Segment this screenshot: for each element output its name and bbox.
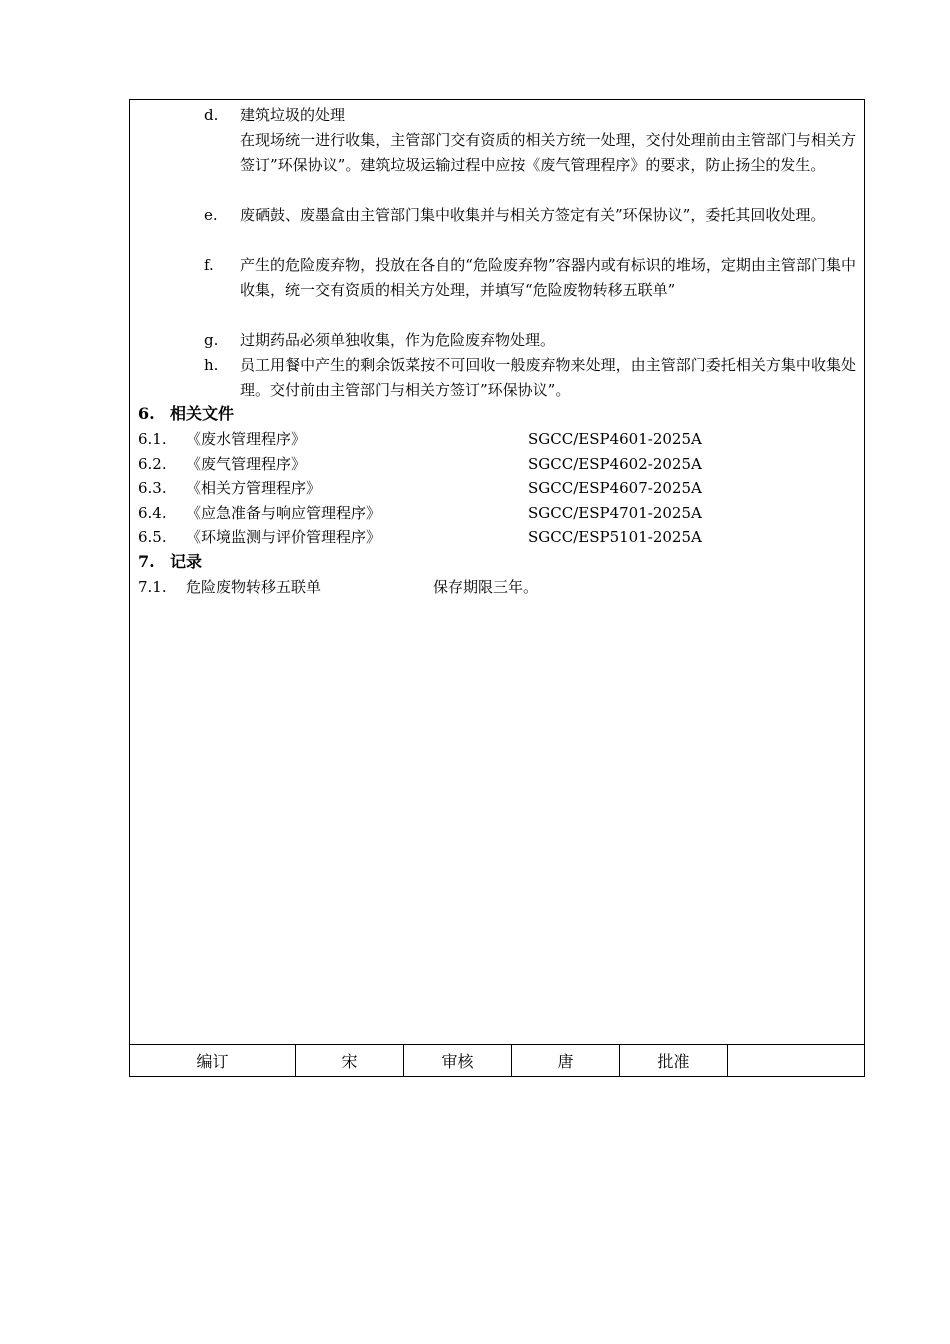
item-letter-d: d. bbox=[204, 106, 219, 124]
doc-code: SGCC/ESP4601-2025A bbox=[528, 430, 702, 448]
doc-number: 6.1. bbox=[138, 430, 167, 448]
item-letter-f: f. bbox=[204, 256, 214, 274]
doc-number: 6.3. bbox=[138, 479, 167, 497]
doc-row bbox=[138, 427, 858, 451]
item-text-g: 过期药品必须单独收集，作为危险废弃物处理。 bbox=[240, 331, 556, 349]
review-label-cell: 审核 bbox=[404, 1045, 512, 1076]
doc-number: 6.2. bbox=[138, 455, 167, 473]
document-frame bbox=[129, 99, 865, 1077]
doc-number: 6.5. bbox=[138, 528, 167, 546]
doc-name: 《废水管理程序》 bbox=[186, 430, 307, 448]
edit-label-cell: 编订 bbox=[130, 1045, 296, 1076]
doc-row bbox=[138, 452, 858, 476]
signature-row bbox=[130, 1044, 864, 1076]
doc-row bbox=[138, 525, 858, 549]
doc-row bbox=[138, 476, 858, 500]
doc-code: SGCC/ESP5101-2025A bbox=[528, 528, 702, 546]
item-letter-e: e. bbox=[204, 206, 218, 224]
item-text-f: 产生的危险废弃物，投放在各自的“危险废弃物”容器内或有标识的堆场，定期由主管部门集中收集，统一交有资质的相关方处理，并填写“危险废物转移五联单” bbox=[240, 256, 856, 299]
doc-code: SGCC/ESP4701-2025A bbox=[528, 504, 702, 522]
section-6-heading bbox=[138, 402, 234, 426]
doc-number: 6.4. bbox=[138, 504, 167, 522]
section-6-title: 相关文件 bbox=[170, 404, 235, 423]
record-retention: 保存期限三年。 bbox=[433, 578, 539, 596]
section-7-title: 记录 bbox=[170, 552, 203, 571]
section-7-heading bbox=[138, 550, 202, 574]
document-content bbox=[130, 100, 864, 1047]
doc-name: 《废气管理程序》 bbox=[186, 455, 307, 473]
doc-code: SGCC/ESP4607-2025A bbox=[528, 479, 702, 497]
item-text-e: 废硒鼓、废墨盒由主管部门集中收集并与相关方签定有关”环保协议”，委托其回收处理。 bbox=[240, 206, 826, 224]
approve-value-cell bbox=[728, 1045, 864, 1076]
doc-code: SGCC/ESP4602-2025A bbox=[528, 455, 702, 473]
doc-name: 《环境监测与评价管理程序》 bbox=[186, 528, 382, 546]
doc-row bbox=[138, 501, 858, 525]
record-name: 危险废物转移五联单 bbox=[186, 578, 322, 596]
record-number: 7.1. bbox=[138, 578, 167, 596]
section-7-number: 7. bbox=[138, 552, 155, 571]
section-6-number: 6. bbox=[138, 404, 155, 423]
edit-value-cell: 宋 bbox=[296, 1045, 404, 1076]
record-row bbox=[138, 575, 539, 599]
item-letter-g: g. bbox=[204, 331, 219, 349]
item-text-d: 建筑垃圾的处理 在现场统一进行收集，主管部门交有资质的相关方统一处理，交付处理前由主管部门与相关方签订”环保协议”。建筑垃圾运输过程中应按《废气管理程序》的要求，防止扬尘的发生。 bbox=[240, 106, 856, 174]
item-text-h: 员工用餐中产生的剩余饭菜按不可回收一般废弃物来处理，由主管部门委托相关方集中收集处理。交付前由主管部门与相关方签订”环保协议”。 bbox=[240, 356, 856, 399]
doc-name: 《相关方管理程序》 bbox=[186, 479, 322, 497]
doc-name: 《应急准备与响应管理程序》 bbox=[186, 504, 382, 522]
review-value-cell: 唐 bbox=[512, 1045, 620, 1076]
item-letter-h: h. bbox=[204, 356, 219, 374]
approve-label-cell: 批准 bbox=[620, 1045, 728, 1076]
